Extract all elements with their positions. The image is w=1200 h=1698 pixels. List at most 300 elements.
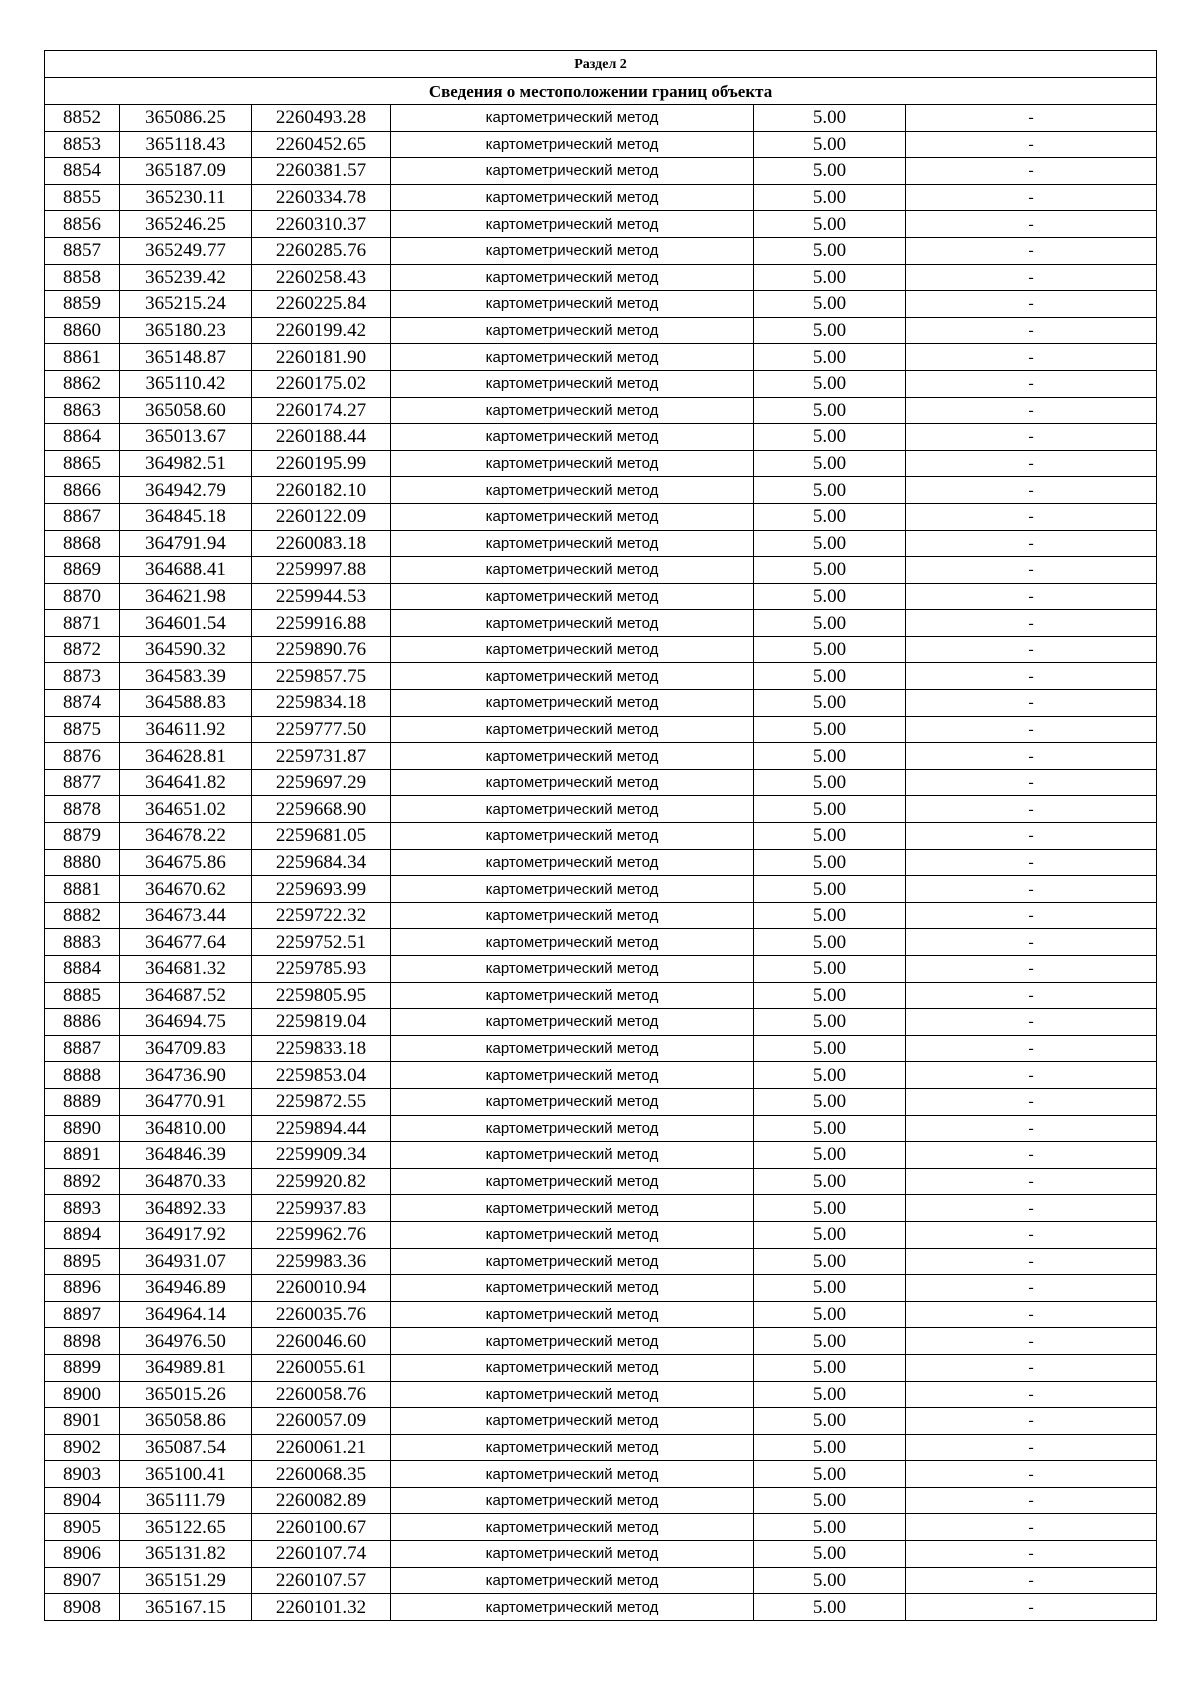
point-number-cell: 8861 (45, 344, 120, 371)
note-cell: - (906, 477, 1157, 504)
x-coordinate-cell: 365118.43 (120, 131, 252, 158)
x-coordinate-cell: 364681.32 (120, 956, 252, 983)
y-coordinate-cell: 2259684.34 (252, 849, 391, 876)
accuracy-cell: 5.00 (754, 1541, 906, 1568)
note-cell: - (906, 424, 1157, 451)
x-coordinate-cell: 364989.81 (120, 1354, 252, 1381)
point-number-cell: 8886 (45, 1009, 120, 1036)
accuracy-cell: 5.00 (754, 1514, 906, 1541)
note-cell: - (906, 158, 1157, 185)
point-number-cell: 8864 (45, 424, 120, 451)
x-coordinate-cell: 364678.22 (120, 823, 252, 850)
x-coordinate-cell: 365086.25 (120, 105, 252, 132)
method-cell: картометрический метод (391, 716, 754, 743)
y-coordinate-cell: 2259983.36 (252, 1248, 391, 1275)
table-row (45, 796, 1157, 823)
note-cell: - (906, 237, 1157, 264)
note-cell: - (906, 769, 1157, 796)
note-cell: - (906, 1062, 1157, 1089)
table-row (45, 956, 1157, 983)
x-coordinate-cell: 365239.42 (120, 264, 252, 291)
x-coordinate-cell: 364931.07 (120, 1248, 252, 1275)
x-coordinate-cell: 365215.24 (120, 291, 252, 318)
x-coordinate-cell: 364687.52 (120, 982, 252, 1009)
table-row (45, 1221, 1157, 1248)
x-coordinate-cell: 364677.64 (120, 929, 252, 956)
note-cell: - (906, 1142, 1157, 1169)
y-coordinate-cell: 2260174.27 (252, 397, 391, 424)
point-number-cell: 8905 (45, 1514, 120, 1541)
accuracy-cell: 5.00 (754, 876, 906, 903)
accuracy-cell: 5.00 (754, 291, 906, 318)
x-coordinate-cell: 364810.00 (120, 1115, 252, 1142)
table-row (45, 424, 1157, 451)
method-cell: картометрический метод (391, 317, 754, 344)
method-cell: картометрический метод (391, 530, 754, 557)
note-cell: - (906, 796, 1157, 823)
point-number-cell: 8890 (45, 1115, 120, 1142)
note-cell: - (906, 1461, 1157, 1488)
y-coordinate-cell: 2260061.21 (252, 1434, 391, 1461)
method-cell: картометрический метод (391, 1541, 754, 1568)
accuracy-cell: 5.00 (754, 1354, 906, 1381)
note-cell: - (906, 1009, 1157, 1036)
method-cell: картометрический метод (391, 344, 754, 371)
method-cell: картометрический метод (391, 876, 754, 903)
table-row (45, 370, 1157, 397)
y-coordinate-cell: 2260107.74 (252, 1541, 391, 1568)
method-cell: картометрический метод (391, 424, 754, 451)
note-cell: - (906, 1567, 1157, 1594)
y-coordinate-cell: 2259962.76 (252, 1221, 391, 1248)
x-coordinate-cell: 364964.14 (120, 1301, 252, 1328)
accuracy-cell: 5.00 (754, 211, 906, 238)
method-cell: картометрический метод (391, 211, 754, 238)
table-row (45, 929, 1157, 956)
table-row (45, 105, 1157, 132)
accuracy-cell: 5.00 (754, 397, 906, 424)
x-coordinate-cell: 365058.60 (120, 397, 252, 424)
method-cell: картометрический метод (391, 636, 754, 663)
note-cell: - (906, 610, 1157, 637)
point-number-cell: 8871 (45, 610, 120, 637)
point-number-cell: 8902 (45, 1434, 120, 1461)
point-number-cell: 8865 (45, 450, 120, 477)
y-coordinate-cell: 2259916.88 (252, 610, 391, 637)
x-coordinate-cell: 364870.33 (120, 1168, 252, 1195)
x-coordinate-cell: 364590.32 (120, 636, 252, 663)
point-number-cell: 8883 (45, 929, 120, 956)
accuracy-cell: 5.00 (754, 956, 906, 983)
method-cell: картометрический метод (391, 796, 754, 823)
note-cell: - (906, 344, 1157, 371)
point-number-cell: 8878 (45, 796, 120, 823)
accuracy-cell: 5.00 (754, 1567, 906, 1594)
method-cell: картометрический метод (391, 397, 754, 424)
method-cell: картометрический метод (391, 1142, 754, 1169)
method-cell: картометрический метод (391, 929, 754, 956)
method-cell: картометрический метод (391, 158, 754, 185)
method-cell: картометрический метод (391, 1461, 754, 1488)
point-number-cell: 8882 (45, 902, 120, 929)
point-number-cell: 8860 (45, 317, 120, 344)
accuracy-cell: 5.00 (754, 1275, 906, 1302)
accuracy-cell: 5.00 (754, 1221, 906, 1248)
note-cell: - (906, 1541, 1157, 1568)
accuracy-cell: 5.00 (754, 902, 906, 929)
y-coordinate-cell: 2259944.53 (252, 583, 391, 610)
table-row (45, 530, 1157, 557)
y-coordinate-cell: 2260334.78 (252, 184, 391, 211)
method-cell: картометрический метод (391, 1195, 754, 1222)
table-row (45, 397, 1157, 424)
note-cell: - (906, 184, 1157, 211)
table-row (45, 211, 1157, 238)
point-number-cell: 8879 (45, 823, 120, 850)
y-coordinate-cell: 2260083.18 (252, 530, 391, 557)
accuracy-cell: 5.00 (754, 716, 906, 743)
x-coordinate-cell: 364621.98 (120, 583, 252, 610)
x-coordinate-cell: 365013.67 (120, 424, 252, 451)
x-coordinate-cell: 364982.51 (120, 450, 252, 477)
method-cell: картометрический метод (391, 1115, 754, 1142)
section-header-row (45, 51, 1157, 78)
y-coordinate-cell: 2260381.57 (252, 158, 391, 185)
note-cell: - (906, 317, 1157, 344)
table-row (45, 1248, 1157, 1275)
table-row (45, 823, 1157, 850)
method-cell: картометрический метод (391, 1301, 754, 1328)
y-coordinate-cell: 2260258.43 (252, 264, 391, 291)
point-number-cell: 8877 (45, 769, 120, 796)
table-row (45, 982, 1157, 1009)
y-coordinate-cell: 2260175.02 (252, 370, 391, 397)
accuracy-cell: 5.00 (754, 663, 906, 690)
table-row (45, 1408, 1157, 1435)
x-coordinate-cell: 364675.86 (120, 849, 252, 876)
accuracy-cell: 5.00 (754, 583, 906, 610)
note-cell: - (906, 291, 1157, 318)
accuracy-cell: 5.00 (754, 690, 906, 717)
y-coordinate-cell: 2259668.90 (252, 796, 391, 823)
method-cell: картометрический метод (391, 663, 754, 690)
y-coordinate-cell: 2260068.35 (252, 1461, 391, 1488)
accuracy-cell: 5.00 (754, 1328, 906, 1355)
table-row (45, 1461, 1157, 1488)
table-row (45, 1301, 1157, 1328)
point-number-cell: 8894 (45, 1221, 120, 1248)
accuracy-cell: 5.00 (754, 982, 906, 1009)
y-coordinate-cell: 2259920.82 (252, 1168, 391, 1195)
x-coordinate-cell: 364688.41 (120, 557, 252, 584)
note-cell: - (906, 1301, 1157, 1328)
note-cell: - (906, 849, 1157, 876)
x-coordinate-cell: 364651.02 (120, 796, 252, 823)
x-coordinate-cell: 365087.54 (120, 1434, 252, 1461)
point-number-cell: 8895 (45, 1248, 120, 1275)
y-coordinate-cell: 2260100.67 (252, 1514, 391, 1541)
method-cell: картометрический метод (391, 450, 754, 477)
note-cell: - (906, 663, 1157, 690)
accuracy-cell: 5.00 (754, 264, 906, 291)
method-cell: картометрический метод (391, 982, 754, 1009)
table-row (45, 1594, 1157, 1621)
point-number-cell: 8908 (45, 1594, 120, 1621)
accuracy-cell: 5.00 (754, 450, 906, 477)
point-number-cell: 8904 (45, 1487, 120, 1514)
accuracy-cell: 5.00 (754, 1461, 906, 1488)
y-coordinate-cell: 2260055.61 (252, 1354, 391, 1381)
point-number-cell: 8854 (45, 158, 120, 185)
x-coordinate-cell: 364588.83 (120, 690, 252, 717)
y-coordinate-cell: 2259681.05 (252, 823, 391, 850)
accuracy-cell: 5.00 (754, 1408, 906, 1435)
x-coordinate-cell: 365167.15 (120, 1594, 252, 1621)
x-coordinate-cell: 364641.82 (120, 769, 252, 796)
method-cell: картометрический метод (391, 849, 754, 876)
table-row (45, 1275, 1157, 1302)
accuracy-cell: 5.00 (754, 636, 906, 663)
x-coordinate-cell: 364694.75 (120, 1009, 252, 1036)
y-coordinate-cell: 2259997.88 (252, 557, 391, 584)
point-number-cell: 8862 (45, 370, 120, 397)
note-cell: - (906, 823, 1157, 850)
y-coordinate-cell: 2259853.04 (252, 1062, 391, 1089)
note-cell: - (906, 1275, 1157, 1302)
note-cell: - (906, 1434, 1157, 1461)
x-coordinate-cell: 364709.83 (120, 1035, 252, 1062)
y-coordinate-cell: 2260035.76 (252, 1301, 391, 1328)
note-cell: - (906, 1328, 1157, 1355)
accuracy-cell: 5.00 (754, 769, 906, 796)
method-cell: картометрический метод (391, 370, 754, 397)
point-number-cell: 8885 (45, 982, 120, 1009)
method-cell: картометрический метод (391, 1514, 754, 1541)
point-number-cell: 8867 (45, 503, 120, 530)
table-row (45, 503, 1157, 530)
table-row (45, 1035, 1157, 1062)
note-cell: - (906, 1035, 1157, 1062)
point-number-cell: 8884 (45, 956, 120, 983)
note-cell: - (906, 450, 1157, 477)
method-cell: картометрический метод (391, 902, 754, 929)
note-cell: - (906, 503, 1157, 530)
table-row (45, 583, 1157, 610)
table-row (45, 291, 1157, 318)
method-cell: картометрический метод (391, 1487, 754, 1514)
table-row (45, 264, 1157, 291)
y-coordinate-cell: 2259872.55 (252, 1088, 391, 1115)
table-row (45, 344, 1157, 371)
table-row (45, 1354, 1157, 1381)
method-cell: картометрический метод (391, 1221, 754, 1248)
y-coordinate-cell: 2260058.76 (252, 1381, 391, 1408)
accuracy-cell: 5.00 (754, 317, 906, 344)
accuracy-cell: 5.00 (754, 1009, 906, 1036)
table-row (45, 902, 1157, 929)
x-coordinate-cell: 364917.92 (120, 1221, 252, 1248)
table-row (45, 1381, 1157, 1408)
point-number-cell: 8893 (45, 1195, 120, 1222)
method-cell: картометрический метод (391, 690, 754, 717)
y-coordinate-cell: 2260493.28 (252, 105, 391, 132)
point-number-cell: 8855 (45, 184, 120, 211)
accuracy-cell: 5.00 (754, 1381, 906, 1408)
table-row (45, 557, 1157, 584)
point-number-cell: 8858 (45, 264, 120, 291)
method-cell: картометрический метод (391, 1408, 754, 1435)
x-coordinate-cell: 365187.09 (120, 158, 252, 185)
accuracy-cell: 5.00 (754, 1062, 906, 1089)
point-number-cell: 8859 (45, 291, 120, 318)
note-cell: - (906, 636, 1157, 663)
method-cell: картометрический метод (391, 105, 754, 132)
point-number-cell: 8876 (45, 743, 120, 770)
note-cell: - (906, 876, 1157, 903)
table-row (45, 1062, 1157, 1089)
table-row (45, 1088, 1157, 1115)
accuracy-cell: 5.00 (754, 1434, 906, 1461)
method-cell: картометрический метод (391, 557, 754, 584)
x-coordinate-cell: 364673.44 (120, 902, 252, 929)
x-coordinate-cell: 364670.62 (120, 876, 252, 903)
accuracy-cell: 5.00 (754, 105, 906, 132)
y-coordinate-cell: 2260199.42 (252, 317, 391, 344)
note-cell: - (906, 956, 1157, 983)
y-coordinate-cell: 2259805.95 (252, 982, 391, 1009)
y-coordinate-cell: 2259693.99 (252, 876, 391, 903)
table-row (45, 690, 1157, 717)
table-row (45, 849, 1157, 876)
accuracy-cell: 5.00 (754, 1594, 906, 1621)
accuracy-cell: 5.00 (754, 1301, 906, 1328)
note-cell: - (906, 1221, 1157, 1248)
table-body (45, 51, 1157, 1621)
accuracy-cell: 5.00 (754, 823, 906, 850)
y-coordinate-cell: 2260101.32 (252, 1594, 391, 1621)
y-coordinate-cell: 2259890.76 (252, 636, 391, 663)
point-number-cell: 8897 (45, 1301, 120, 1328)
note-cell: - (906, 902, 1157, 929)
table-row (45, 1115, 1157, 1142)
point-number-cell: 8875 (45, 716, 120, 743)
x-coordinate-cell: 364601.54 (120, 610, 252, 637)
accuracy-cell: 5.00 (754, 237, 906, 264)
point-number-cell: 8863 (45, 397, 120, 424)
table-row (45, 1009, 1157, 1036)
x-coordinate-cell: 365110.42 (120, 370, 252, 397)
note-cell: - (906, 1487, 1157, 1514)
point-number-cell: 8852 (45, 105, 120, 132)
table-row (45, 237, 1157, 264)
note-cell: - (906, 1088, 1157, 1115)
y-coordinate-cell: 2260195.99 (252, 450, 391, 477)
x-coordinate-cell: 365246.25 (120, 211, 252, 238)
method-cell: картометрический метод (391, 1009, 754, 1036)
accuracy-cell: 5.00 (754, 131, 906, 158)
method-cell: картометрический метод (391, 956, 754, 983)
y-coordinate-cell: 2259819.04 (252, 1009, 391, 1036)
note-cell: - (906, 1408, 1157, 1435)
method-cell: картометрический метод (391, 1275, 754, 1302)
accuracy-cell: 5.00 (754, 184, 906, 211)
method-cell: картометрический метод (391, 1062, 754, 1089)
x-coordinate-cell: 364846.39 (120, 1142, 252, 1169)
accuracy-cell: 5.00 (754, 557, 906, 584)
note-cell: - (906, 929, 1157, 956)
y-coordinate-cell: 2259834.18 (252, 690, 391, 717)
table-row (45, 1168, 1157, 1195)
note-cell: - (906, 370, 1157, 397)
note-cell: - (906, 397, 1157, 424)
point-number-cell: 8888 (45, 1062, 120, 1089)
table-row (45, 450, 1157, 477)
point-number-cell: 8868 (45, 530, 120, 557)
table-row (45, 769, 1157, 796)
note-cell: - (906, 1354, 1157, 1381)
y-coordinate-cell: 2259833.18 (252, 1035, 391, 1062)
method-cell: картометрический метод (391, 1434, 754, 1461)
point-number-cell: 8887 (45, 1035, 120, 1062)
x-coordinate-cell: 364942.79 (120, 477, 252, 504)
y-coordinate-cell: 2260107.57 (252, 1567, 391, 1594)
note-cell: - (906, 982, 1157, 1009)
table-row (45, 184, 1157, 211)
note-cell: - (906, 743, 1157, 770)
y-coordinate-cell: 2259752.51 (252, 929, 391, 956)
point-number-cell: 8901 (45, 1408, 120, 1435)
note-cell: - (906, 1248, 1157, 1275)
accuracy-cell: 5.00 (754, 1142, 906, 1169)
x-coordinate-cell: 365015.26 (120, 1381, 252, 1408)
note-cell: - (906, 1168, 1157, 1195)
x-coordinate-cell: 364946.89 (120, 1275, 252, 1302)
table-row (45, 1328, 1157, 1355)
point-number-cell: 8898 (45, 1328, 120, 1355)
table-row (45, 1514, 1157, 1541)
accuracy-cell: 5.00 (754, 743, 906, 770)
table-row (45, 876, 1157, 903)
point-number-cell: 8906 (45, 1541, 120, 1568)
x-coordinate-cell: 364611.92 (120, 716, 252, 743)
note-cell: - (906, 716, 1157, 743)
y-coordinate-cell: 2259697.29 (252, 769, 391, 796)
table-title: Сведения о местоположении границ объекта (45, 78, 1157, 105)
method-cell: картометрический метод (391, 583, 754, 610)
point-number-cell: 8874 (45, 690, 120, 717)
x-coordinate-cell: 364892.33 (120, 1195, 252, 1222)
y-coordinate-cell: 2259785.93 (252, 956, 391, 983)
x-coordinate-cell: 365249.77 (120, 237, 252, 264)
point-number-cell: 8870 (45, 583, 120, 610)
table-row (45, 1434, 1157, 1461)
y-coordinate-cell: 2260310.37 (252, 211, 391, 238)
point-number-cell: 8856 (45, 211, 120, 238)
x-coordinate-cell: 365058.86 (120, 1408, 252, 1435)
accuracy-cell: 5.00 (754, 477, 906, 504)
point-number-cell: 8903 (45, 1461, 120, 1488)
x-coordinate-cell: 365111.79 (120, 1487, 252, 1514)
method-cell: картометрический метод (391, 1168, 754, 1195)
title-row (45, 78, 1157, 105)
point-number-cell: 8880 (45, 849, 120, 876)
accuracy-cell: 5.00 (754, 530, 906, 557)
note-cell: - (906, 1115, 1157, 1142)
point-number-cell: 8907 (45, 1567, 120, 1594)
note-cell: - (906, 1594, 1157, 1621)
method-cell: картометрический метод (391, 743, 754, 770)
y-coordinate-cell: 2260452.65 (252, 131, 391, 158)
